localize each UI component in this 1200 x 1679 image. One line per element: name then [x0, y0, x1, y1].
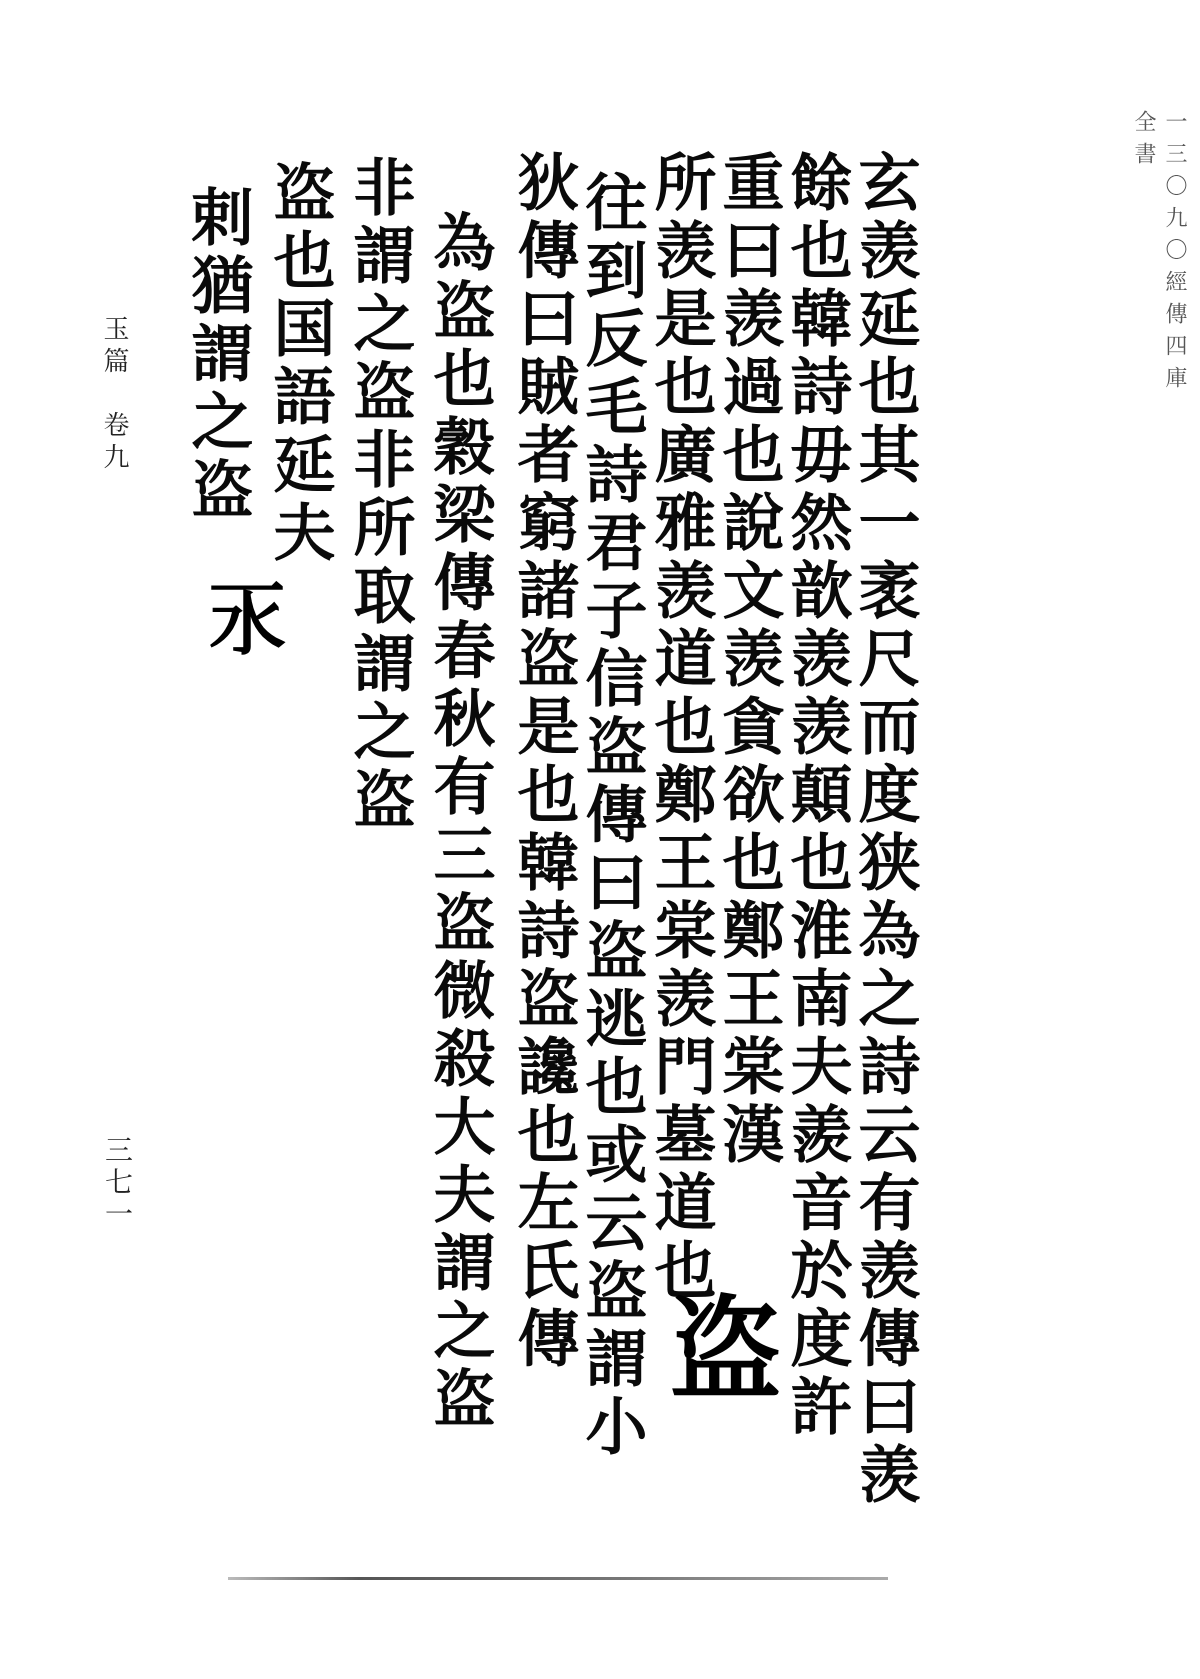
text-column-2: 餘也韓詩毋然歆羡羡顛也淮南夫羨音於度許 — [780, 150, 853, 1442]
book-title: 玉篇 卷九 — [99, 315, 129, 475]
text-column-5: 往到反毛詩君子信盗傳曰盗逃也或云盗謂小 — [575, 170, 648, 1462]
edge-text: 一三〇九〇經傳四庫全書 — [1131, 110, 1187, 398]
text-column-9: 盗也国語延夫 — [263, 160, 336, 568]
text-column-8: 非謂之盗非所取謂之盗 — [343, 155, 416, 835]
text-column-6: 狄傳曰賊者窮諸盗是也韓詩盗讒也左氏傳 — [507, 150, 580, 1374]
headword-character: 盗 — [651, 1290, 782, 1402]
text-column-4: 所羡是也廣雅羡道也鄭王棠羡門墓道也 — [644, 150, 717, 1306]
small-headword: 𣱳 — [198, 575, 292, 655]
text-column-1: 玄羡延也其一袤尺而度狭為之詩云有羡傳曰羡 — [848, 150, 921, 1510]
text-column-7: 為盗也穀梁傳春秋有三盗微殺大夫謂之盗 — [423, 210, 496, 1434]
text-column-3: 重曰羡過也說文羡貪欲也鄭王棠漢 — [712, 150, 785, 1170]
text-column-10: 剌猶謂之盗 — [181, 185, 254, 525]
bottom-rule — [228, 1577, 888, 1580]
page-number: 三七一 — [101, 1135, 134, 1231]
